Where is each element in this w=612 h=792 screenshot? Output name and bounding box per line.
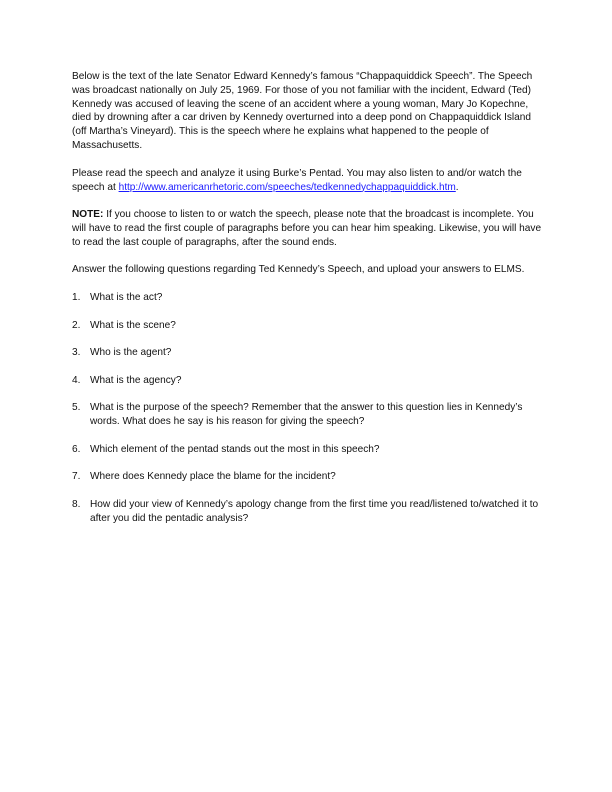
question-item <box>72 319 542 333</box>
question-text: Who is the agent? <box>90 347 172 359</box>
question-number: 1. <box>72 291 81 303</box>
speech-link[interactable]: http://www.americanrhetoric.com/speeches/tedkennedychappaquiddick.htm <box>118 181 456 193</box>
question-number: 7. <box>72 471 81 483</box>
question-text: What is the purpose of the speech? Remember that the answer to this question lies in Kennedy’s words. What does he say is his reason for giving the speech? <box>90 402 523 428</box>
question-number: 3. <box>72 347 81 359</box>
question-text: How did your view of Kennedy’s apology change from the first time you read/listened to/watched it to after you did the pentadic analysis? <box>90 498 539 524</box>
instruction-text: Please read the speech and analyze it using Burke’s Pentad. You may also listen to and/or watch the speech at <box>72 167 522 193</box>
question-item <box>72 470 542 484</box>
question-number: 2. <box>72 319 81 331</box>
question-text: Where does Kennedy place the blame for the incident? <box>90 471 336 483</box>
question-text: What is the act? <box>90 291 163 303</box>
note-paragraph <box>72 208 542 249</box>
question-text: Which element of the pentad stands out the most in this speech? <box>90 443 380 455</box>
question-number: 4. <box>72 374 81 386</box>
question-item <box>72 443 542 457</box>
question-item <box>72 346 542 360</box>
intro-paragraph: Below is the text of the late Senator Edward Kennedy’s famous “Chappaquiddick Speech”. The Speech was broadcast nationally on July 25, 1969. For those of you not familiar with the incident, Edward (Ted) Kennedy was accused of leaving the scene of an accident where a young woman, Mary Jo Kopechne, died by drowning after a car driven by Kennedy overturned into a deep pond on Chappaquiddick Island (off Martha’s Vineyard). This is the speech where he explains what happened to the people of Massachusetts. <box>72 71 533 151</box>
answer-prompt: Answer the following questions regarding Ted Kennedy’s Speech, and upload your answers to ELMS. <box>72 264 525 276</box>
question-item <box>72 374 542 388</box>
question-number: 8. <box>72 498 81 510</box>
question-item <box>72 498 542 526</box>
question-list <box>72 291 542 526</box>
document-page <box>72 70 542 539</box>
instruction-end: . <box>455 181 459 193</box>
note-text: If you choose to listen to or watch the speech, please note that the broadcast is incomplete. You will have to read the first couple of paragraphs before you can hear him speaking. Likewise, you will have to read the last couple of paragraphs, after the sound ends. <box>72 209 542 248</box>
question-number: 5. <box>72 402 81 414</box>
question-number: 6. <box>72 443 81 455</box>
question-text: What is the agency? <box>90 374 182 386</box>
question-item <box>72 401 542 429</box>
instruction-paragraph <box>72 167 542 195</box>
question-text: What is the scene? <box>90 319 176 331</box>
note-label: NOTE: <box>72 209 104 221</box>
question-item <box>72 291 542 305</box>
